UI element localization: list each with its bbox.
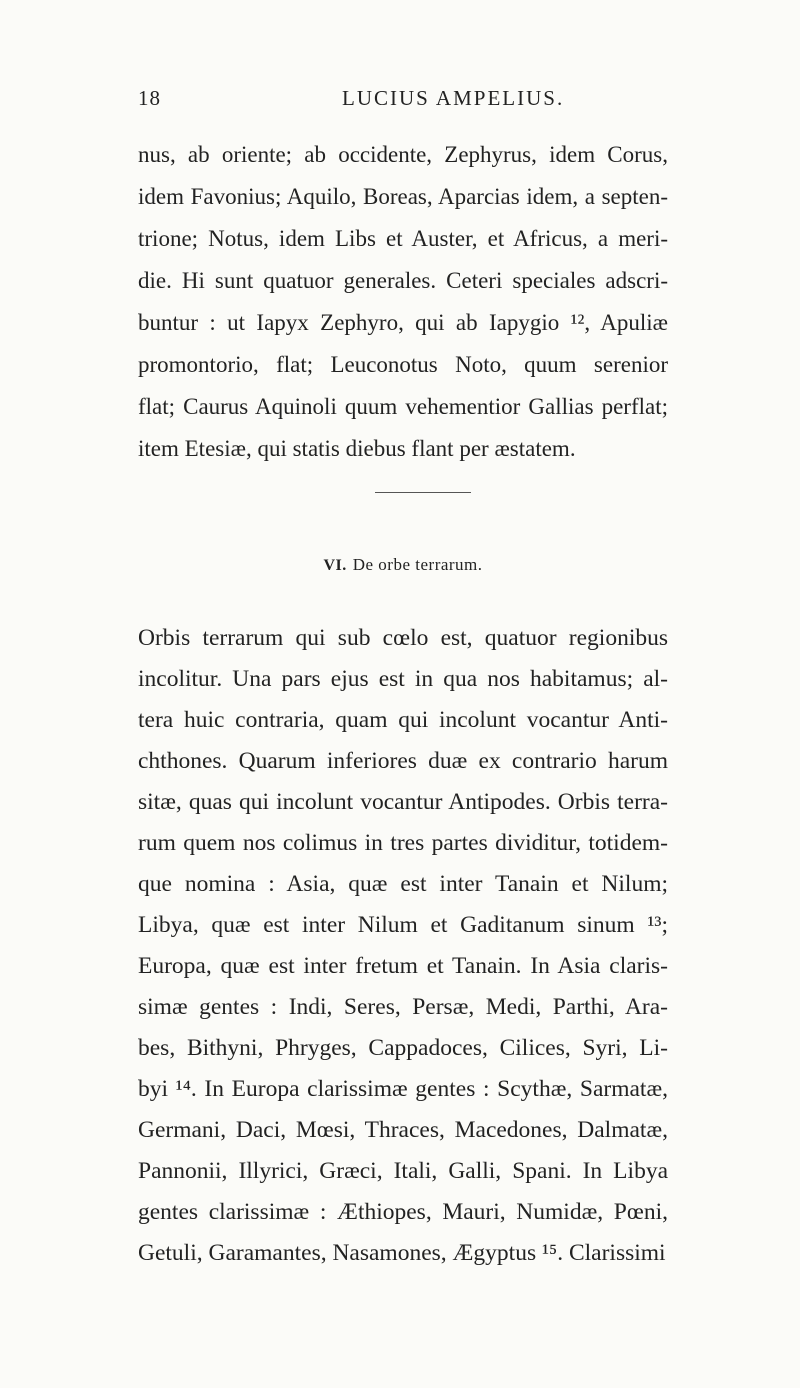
text-line: Europa, quæ est inter fretum et Tanain. In Asia claris-	[138, 953, 668, 979]
text-line: trione; Notus, idem Libs et Auster, et Africus, a meri-	[138, 226, 668, 251]
text-line: bes, Bithyni, Phryges, Cappadoces, Cilices, Syri, Li-	[138, 1035, 668, 1061]
text-line: Pannonii, Illyrici, Græci, Itali, Galli, Spani. In Libya	[138, 1158, 668, 1184]
paragraph-orbis-terrarum	[138, 618, 668, 1274]
section-divider	[375, 492, 471, 493]
text-line: tera huic contraria, quam qui incolunt vocantur Anti-	[138, 707, 668, 733]
text-line: byi ¹⁴. In Europa clarissimæ gentes : Scythæ, Sarmatæ,	[138, 1076, 668, 1102]
text-line: Germani, Daci, Mœsi, Thraces, Macedones, Dalmatæ,	[138, 1117, 668, 1143]
text-line: simæ gentes : Indi, Seres, Persæ, Medi, Parthi, Ara-	[138, 994, 668, 1020]
page-header	[138, 86, 668, 116]
text-line: gentes clarissimæ : Æthiopes, Mauri, Numidæ, Pœni,	[138, 1199, 668, 1225]
text-line: Orbis terrarum qui sub cœlo est, quatuor regionibus	[138, 625, 668, 651]
text-line: die. Hi sunt quatuor generales. Ceteri speciales adscri-	[138, 268, 668, 293]
section-number: VI.	[323, 557, 347, 574]
text-line: que nomina : Asia, quæ est inter Tanain et Nilum;	[138, 871, 668, 897]
text-line: incolitur. Una pars ejus est in qua nos habitamus; al-	[138, 666, 668, 692]
text-line: idem Favonius; Aquilo, Boreas, Aparcias idem, a septen-	[138, 184, 668, 209]
text-line: item Etesiæ, qui statis diebus flant per æstatem.	[138, 436, 576, 461]
text-line: buntur : ut Iapyx Zephyro, qui ab Iapygio ¹², Apuliæ	[138, 310, 668, 335]
page-number: 18	[138, 86, 161, 110]
text-line: rum quem nos colimus in tres partes dividitur, totidem-	[138, 830, 668, 856]
text-line: chthones. Quarum inferiores duæ ex contrario harum	[138, 748, 668, 774]
section-title: De orbe terrarum.	[352, 555, 483, 574]
text-line: promontorio, flat; Leuconotus Noto, quum serenior	[138, 352, 668, 377]
paragraph-winds	[138, 134, 668, 470]
text-line: nus, ab oriente; ab occidente, Zephyrus, idem Corus,	[138, 142, 668, 167]
text-line: sitæ, quas qui incolunt vocantur Antipodes. Orbis terra-	[138, 789, 668, 815]
text-line: flat; Caurus Aquinoli quum vehementior Gallias perflat;	[138, 394, 668, 419]
section-heading	[138, 555, 668, 575]
text-line: Getuli, Garamantes, Nasamones, Ægyptus ¹⁵. Clarissimi	[138, 1240, 666, 1266]
running-head: LUCIUS AMPELIUS.	[342, 86, 565, 110]
text-line: Libya, quæ est inter Nilum et Gaditanum sinum ¹³;	[138, 912, 668, 938]
